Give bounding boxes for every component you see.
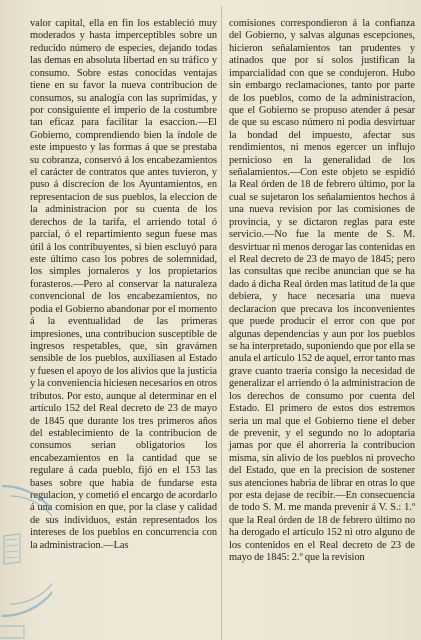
- left-column-text: valor capital, ella en fin los estableció muy moderados y hasta imperceptibles sobre un reducido número de especies, dejando todas las demas en absoluta libertad en su tráfico y consumo. Sobre estas conocidas ventajas tiene en su favor la nueva contribucion de consumos, su analogía con las suprimidas, y por consiguiente el imperio de la costumbre tan eficaz para facilitar la esaccion.—El Gobierno, comprendiendo bien la índole de este impuesto y las formas á que se prestaba su cobranza, conservó á los encabezamientos el carácter de contratos que antes tuvieron, y puso á discrecion de los Ayuntamientos, en representacion de sus pueblos, la eleccion de la administracion por su cuenta de los derechos de la tarifa, el arriendo total ó parcial, ó el repartimiento segun fuese mas útil á los contribuyentes, si bien escluyó para este último caso los pobres de solemnidad, los simples jornaleros y los propietarios forasteros.—Pero al conservar la naturaleza convencional de los encabezamientos, no podia el Gobierno abandonar por el momento á la eventualidad de las primeras impresiones, una contribucion susceptible de ingresos respetables, que, sin gravámen sensible de los pueblos, auxiliasen al Estado y fuesen el apoyo de los alivios que la justicia y la conveniencia hiciesen necesarios en otros tributos. Por esto, aunque al determinar en el artículo 152 del Real decreto de 23 de mayo de 1845 que durante los tres primeros años del establecimiento de la contribucion de consumos serian obligatorios los encabezamientos en la cantidad que se regulare á cada pueblo, fijó en el 153 las bases sobre que habia de fundarse esta regulacion, y cometió el encargo de acordarlo á una comision en que, por la clase y calidad de sus individuos, están representados los intereses de los pueblos en concurrencia con la administracion.—Las: [30, 18, 217, 551]
- text-column-right: [229, 18, 415, 565]
- column-divider: [221, 6, 222, 640]
- text-column-left: [30, 18, 217, 552]
- right-column-text: comisiones correspondieron á la confianza del Gobierno, y salvas algunas escepciones, hicieron señalamientos tan prudentes y atinados que por sí solos justifican la imparcialidad con que se condujeron. Hubo sin embargo reclamaciones, tanto por parte de los pueblos, como de la administracion, que el Gobierno se propuso atender á pesar de que su escaso número ni podia desvirtuar la bondad del impuesto, afectar sus rendimientos, ni menos egercer un influjo pernicioso en la generalidad de los señalamientos.—Con este objeto se espidió la Real órden de 18 de febrero último, por la cual se sujetaron los señalamientos hechos á una nueva revision por las comisiones de provincia, y se dictaron reglas para este servicio.—No fue la mente de S. M. desvirtuar ni menos derogar las contenidas en el Real decreto de 23 de mayo de 1845; pero las consultas que recibe anuncian que se ha dado á dicha Real órden mas latitud de la que debiera, y hace necesaria una nueva declaracion que precava los inconvenientes que puede producir el error con que por algunas dependencias y aun por los pueblos se ha interpretado, suponiendo que por ella se anula el artículo 152 de aquel, error tanto mas grave cuanto traeria consigo la necesidad de generalizar el arriendo ó la administracion de los derechos de consumo por cuenta del Estado. El primero de estos dos estremos seria un mal que el Gobierno tiene el deber de prevenir, y el segundo no lo adoptaria jamas por que él ahorreria la contribucion misma, sin alivio de los pueblos ni provecho del Estado, que en la precision de sostener sus atenciones habria de librar en otras lo que por esta dejase de recibir.—En consecuencia de todo S. M. me manda prevenir á V. S.: 1.º que la Real órden de 18 de febrero último no ha derogado el artículo 152 ni otro alguno de los contenidos en el Real decreto de 23 de mayo de 1845: 2.º que la revision: [229, 18, 415, 564]
